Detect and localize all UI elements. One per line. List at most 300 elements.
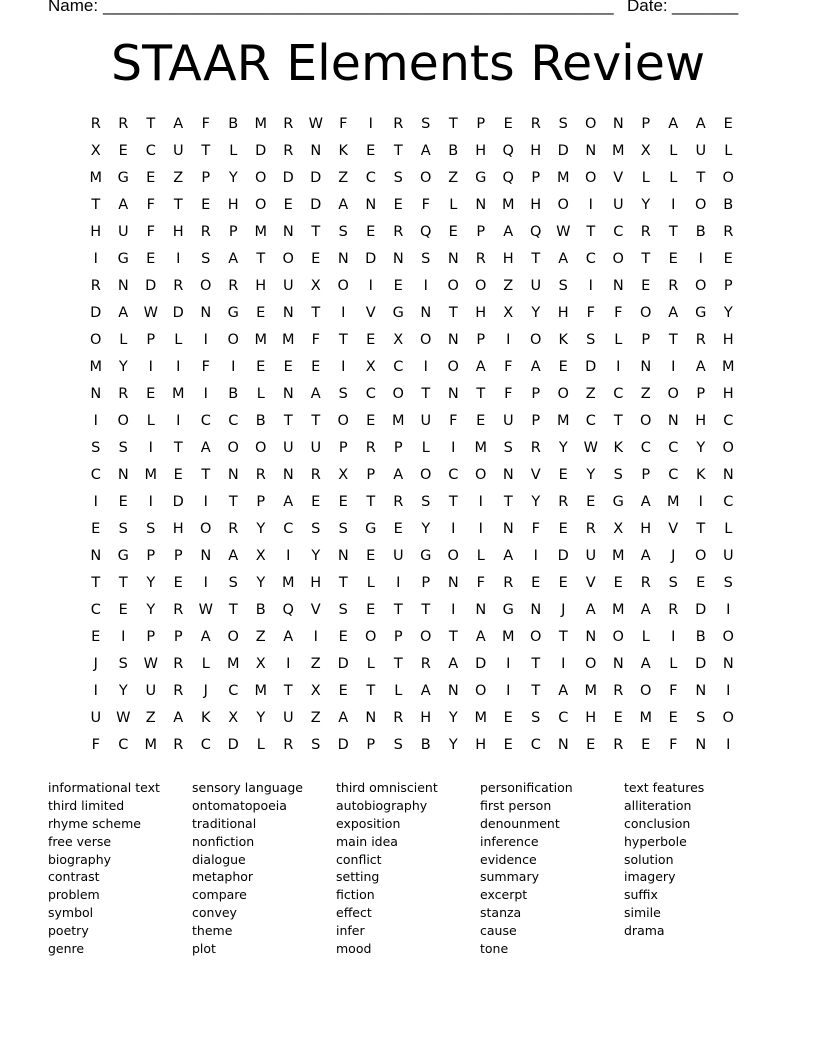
grid-letter: Z <box>310 656 321 672</box>
grid-letter: P <box>393 440 403 456</box>
grid-letter: K <box>338 143 348 159</box>
grid-letter: U <box>172 143 184 159</box>
grid-letter: C <box>640 440 651 456</box>
grid-letter: E <box>558 575 568 591</box>
grid-letter: R <box>173 602 184 618</box>
word-list-item: stanza <box>480 905 522 921</box>
grid-letter: I <box>148 440 153 456</box>
grid-letter: H <box>172 224 184 240</box>
grid-letter: E <box>613 710 623 726</box>
grid-letter: A <box>475 629 486 645</box>
grid-letter: O <box>695 197 707 213</box>
grid-letter: S <box>311 521 321 537</box>
grid-row <box>82 114 742 141</box>
grid-letter: J <box>93 656 98 672</box>
grid-letter: E <box>448 224 458 240</box>
grid-letter: L <box>614 332 623 348</box>
grid-letter: R <box>173 737 184 753</box>
grid-letter: B <box>255 413 266 429</box>
word-column <box>480 780 624 959</box>
grid-letter: O <box>365 629 377 645</box>
grid-letter: O <box>475 467 487 483</box>
grid-letter: S <box>723 575 733 591</box>
grid-letter: G <box>502 602 514 618</box>
word-list-item: drama <box>624 923 665 939</box>
grid-letter: T <box>421 602 431 618</box>
grid-row <box>82 600 742 627</box>
grid-letter: F <box>421 197 430 213</box>
grid-letter: M <box>281 332 295 348</box>
grid-letter: S <box>338 386 348 402</box>
grid-letter: W <box>556 224 571 240</box>
grid-letter: Q <box>420 224 432 240</box>
date-label: Date: <box>627 0 668 15</box>
grid-letter: P <box>723 278 733 294</box>
page-title: STAAR Elements Review <box>110 35 706 92</box>
word-list-item: metaphor <box>192 869 254 885</box>
grid-letter: P <box>696 386 706 402</box>
grid-letter: H <box>255 278 267 294</box>
grid-letter: I <box>726 737 731 753</box>
grid-letter: I <box>176 251 181 267</box>
grid-letter: L <box>394 683 403 699</box>
grid-letter: U <box>282 278 294 294</box>
grid-letter: O <box>90 332 102 348</box>
grid-letter: R <box>393 494 404 510</box>
grid-letter: R <box>173 278 184 294</box>
grid-letter: I <box>423 359 428 375</box>
grid-letter: N <box>90 548 102 564</box>
grid-letter: Q <box>282 602 294 618</box>
grid-letter: I <box>533 548 538 564</box>
word-list-item: summary <box>480 869 539 885</box>
word-list-item: third omniscient <box>336 780 438 795</box>
grid-letter: A <box>448 656 459 672</box>
grid-letter: S <box>338 224 348 240</box>
grid-letter: C <box>200 413 211 429</box>
grid-letter: F <box>614 305 623 321</box>
grid-letter: R <box>475 251 486 267</box>
grid-letter: D <box>282 170 294 186</box>
grid-row <box>82 249 742 276</box>
word-list-item: genre <box>48 941 85 957</box>
grid-letter: R <box>283 116 294 132</box>
grid-letter: E <box>311 494 321 510</box>
grid-letter: R <box>283 737 294 753</box>
grid-letter: T <box>311 305 321 321</box>
grid-row <box>82 168 742 195</box>
grid-letter: D <box>90 305 102 321</box>
grid-letter: G <box>365 521 377 537</box>
grid-letter: D <box>337 656 349 672</box>
grid-letter: I <box>176 359 181 375</box>
grid-letter: O <box>420 629 432 645</box>
grid-letter: I <box>148 359 153 375</box>
grid-letter: N <box>90 386 102 402</box>
grid-letter: O <box>447 359 459 375</box>
word-list-item: setting <box>336 869 380 885</box>
grid-letter: G <box>117 170 129 186</box>
word-list-item: inference <box>480 833 539 849</box>
word-list <box>48 780 788 959</box>
grid-letter: I <box>451 440 456 456</box>
grid-letter: E <box>173 575 183 591</box>
grid-letter: U <box>530 278 542 294</box>
grid-letter: A <box>503 548 514 564</box>
word-list-item: sensory language <box>192 780 303 795</box>
grid-letter: M <box>556 413 570 429</box>
grid-letter: R <box>558 494 569 510</box>
grid-letter: I <box>93 251 98 267</box>
grid-letter: O <box>337 278 349 294</box>
grid-letter: H <box>502 251 514 267</box>
grid-letter: L <box>256 737 265 753</box>
grid-letter: E <box>641 278 651 294</box>
grid-letter: G <box>475 170 487 186</box>
grid-letter: S <box>118 440 128 456</box>
grid-letter: Y <box>448 710 458 726</box>
grid-letter: Y <box>586 467 596 483</box>
grid-letter: Y <box>146 575 156 591</box>
word-list-item: imagery <box>624 869 676 885</box>
grid-letter: P <box>146 332 156 348</box>
grid-letter: P <box>256 494 266 510</box>
word-list-item: denounment <box>480 815 560 831</box>
grid-row <box>82 276 742 303</box>
grid-letter: U <box>90 710 102 726</box>
grid-letter: W <box>308 116 323 132</box>
grid-letter: P <box>476 332 486 348</box>
grid-letter: P <box>641 116 651 132</box>
grid-letter: G <box>695 305 707 321</box>
grid-letter: N <box>722 656 734 672</box>
grid-letter: A <box>173 710 184 726</box>
grid-letter: T <box>118 575 128 591</box>
grid-letter: N <box>282 305 294 321</box>
grid-letter: R <box>503 575 514 591</box>
grid-letter: O <box>612 629 624 645</box>
grid-letter: H <box>557 305 569 321</box>
word-column <box>192 780 336 959</box>
word-list-item: alliteration <box>624 797 692 813</box>
grid-letter: Y <box>146 602 156 618</box>
grid-letter: U <box>420 413 432 429</box>
grid-letter: O <box>530 332 542 348</box>
grid-letter: A <box>228 548 239 564</box>
grid-letter: K <box>200 710 211 726</box>
grid-letter: R <box>393 116 404 132</box>
grid-letter: E <box>256 359 266 375</box>
grid-letter: C <box>283 521 294 537</box>
grid-letter: E <box>201 197 211 213</box>
grid-letter: Z <box>310 710 321 726</box>
grid-letter: N <box>502 467 514 483</box>
word-list-item: suffix <box>624 887 658 903</box>
grid-letter: M <box>171 386 185 402</box>
grid-letter: U <box>310 440 322 456</box>
grid-letter: Z <box>640 386 651 402</box>
grid-letter: V <box>585 575 596 591</box>
grid-letter: F <box>504 386 513 402</box>
grid-letter: E <box>531 575 541 591</box>
word-list-item: autobiography <box>336 797 428 813</box>
grid-letter: C <box>228 413 239 429</box>
word-list-item: mood <box>336 941 372 957</box>
grid-letter: R <box>585 521 596 537</box>
grid-letter: P <box>393 629 403 645</box>
grid-letter: C <box>200 737 211 753</box>
grid-letter: L <box>421 440 430 456</box>
grid-letter: H <box>530 197 542 213</box>
grid-letter: G <box>392 305 404 321</box>
grid-letter: R <box>640 575 651 591</box>
grid-letter: O <box>722 170 734 186</box>
grid-letter: B <box>420 737 431 753</box>
grid-letter: E <box>476 413 486 429</box>
grid-letter: N <box>420 305 432 321</box>
grid-letter: S <box>613 467 623 483</box>
grid-letter: Z <box>448 170 459 186</box>
grid-letter: M <box>474 440 487 456</box>
grid-letter: O <box>392 386 404 402</box>
grid-letter: E <box>696 575 706 591</box>
grid-letter: R <box>723 224 734 240</box>
grid-letter: E <box>366 413 376 429</box>
grid-letter: C <box>365 170 376 186</box>
grid-letter: A <box>668 305 679 321</box>
grid-letter: C <box>668 467 679 483</box>
grid-letter: O <box>475 278 487 294</box>
grid-letter: T <box>393 602 403 618</box>
grid-letter: F <box>504 359 513 375</box>
grid-letter: T <box>586 224 596 240</box>
grid-letter: T <box>173 197 183 213</box>
grid-letter: I <box>203 332 208 348</box>
grid-letter: N <box>365 197 377 213</box>
word-list-item: cause <box>480 923 517 939</box>
word-list-item: personification <box>480 780 573 795</box>
grid-letter: I <box>93 494 98 510</box>
grid-letter: F <box>201 359 210 375</box>
grid-letter: R <box>668 602 679 618</box>
grid-letter: N <box>200 548 212 564</box>
grid-letter: G <box>420 548 432 564</box>
grid-letter: Y <box>256 710 266 726</box>
grid-letter: T <box>256 251 266 267</box>
grid-letter: T <box>338 575 348 591</box>
grid-letter: N <box>475 197 487 213</box>
grid-letter: R <box>420 656 431 672</box>
grid-letter: T <box>558 629 568 645</box>
word-list-item: free verse <box>48 833 112 849</box>
grid-letter: S <box>91 440 101 456</box>
grid-letter: E <box>503 737 513 753</box>
grid-letter: C <box>228 683 239 699</box>
grid-letter: T <box>448 305 458 321</box>
grid-letter: D <box>585 359 597 375</box>
grid-letter: Y <box>256 575 266 591</box>
word-column <box>48 780 192 959</box>
grid-letter: T <box>228 602 238 618</box>
grid-letter: Y <box>421 521 431 537</box>
grid-letter: M <box>254 332 267 348</box>
grid-letter: N <box>695 683 707 699</box>
grid-letter: S <box>393 170 403 186</box>
grid-letter: T <box>366 683 376 699</box>
grid-letter: I <box>698 494 703 510</box>
grid-row <box>82 735 742 762</box>
grid-letter: I <box>286 548 291 564</box>
grid-letter: N <box>557 737 569 753</box>
grid-letter: F <box>531 521 540 537</box>
grid-letter: E <box>668 710 678 726</box>
word-list-item: ontomatopoeia <box>192 797 287 813</box>
grid-letter: N <box>530 602 542 618</box>
grid-letter: N <box>447 251 459 267</box>
grid-letter: L <box>174 332 183 348</box>
grid-letter: E <box>668 251 678 267</box>
grid-letter: C <box>448 467 459 483</box>
grid-letter: K <box>558 332 568 348</box>
grid-letter: L <box>641 170 650 186</box>
grid-letter: M <box>254 224 267 240</box>
grid-letter: B <box>695 224 706 240</box>
grid-letter: S <box>421 251 431 267</box>
grid-letter: O <box>282 251 294 267</box>
grid-letter: U <box>695 143 707 159</box>
grid-letter: H <box>695 413 707 429</box>
word-list-item: conflict <box>336 851 382 867</box>
grid-letter: N <box>117 278 129 294</box>
grid-letter: B <box>255 602 266 618</box>
grid-letter: E <box>91 629 101 645</box>
grid-letter: C <box>585 251 596 267</box>
grid-letter: M <box>254 683 267 699</box>
grid-letter: V <box>365 305 376 321</box>
grid-letter: T <box>201 467 211 483</box>
grid-letter: V <box>530 467 541 483</box>
grid-letter: D <box>172 494 184 510</box>
grid-letter: I <box>616 359 621 375</box>
grid-letter: Q <box>502 170 514 186</box>
word-list-item: poetry <box>48 923 89 939</box>
grid-letter: C <box>365 386 376 402</box>
grid-letter: A <box>310 386 321 402</box>
grid-letter: N <box>475 602 487 618</box>
grid-letter: R <box>255 467 266 483</box>
grid-letter: O <box>640 413 652 429</box>
grid-letter: E <box>586 737 596 753</box>
word-list-item: traditional <box>192 815 257 831</box>
grid-letter: A <box>420 683 431 699</box>
grid-letter: F <box>586 305 595 321</box>
grid-letter: T <box>91 197 101 213</box>
grid-letter: C <box>90 602 101 618</box>
grid-letter: D <box>475 656 487 672</box>
grid-letter: E <box>641 737 651 753</box>
grid-letter: O <box>695 548 707 564</box>
grid-letter: H <box>172 521 184 537</box>
grid-letter: O <box>722 710 734 726</box>
grid-letter: P <box>531 413 541 429</box>
grid-letter: Y <box>558 440 568 456</box>
grid-letter: D <box>695 602 707 618</box>
grid-letter: S <box>421 116 431 132</box>
grid-letter: T <box>228 494 238 510</box>
grid-letter: T <box>696 170 706 186</box>
grid-letter: O <box>557 386 569 402</box>
grid-letter: M <box>144 467 157 483</box>
grid-letter: M <box>611 602 625 618</box>
grid-letter: A <box>558 251 569 267</box>
grid-letter: A <box>118 197 129 213</box>
grid-letter: C <box>558 710 569 726</box>
word-list-item: compare <box>192 887 247 903</box>
grid-letter: N <box>585 143 597 159</box>
grid-letter: M <box>226 656 240 672</box>
grid-letter: F <box>669 737 678 753</box>
grid-letter: R <box>530 440 541 456</box>
grid-letter: A <box>668 116 679 132</box>
grid-letter: P <box>366 467 376 483</box>
grid-letter: D <box>365 251 377 267</box>
grid-letter: P <box>146 629 156 645</box>
grid-letter: T <box>393 143 403 159</box>
grid-letter: E <box>503 116 513 132</box>
grid-letter: N <box>447 332 459 348</box>
word-list-item: biography <box>48 851 112 867</box>
grid-row <box>82 411 742 438</box>
grid-letter: O <box>255 170 267 186</box>
grid-letter: S <box>146 521 156 537</box>
word-list-item: rhyme scheme <box>48 815 141 831</box>
grid-letter: D <box>557 548 569 564</box>
grid-letter: B <box>695 629 706 645</box>
grid-letter: O <box>557 197 569 213</box>
word-list-item: first person <box>480 797 552 813</box>
grid-letter: C <box>145 143 156 159</box>
grid-letter: G <box>117 251 129 267</box>
date-blank-line: _______ <box>672 0 739 15</box>
grid-letter: I <box>671 359 676 375</box>
grid-letter: T <box>531 251 541 267</box>
grid-letter: I <box>506 332 511 348</box>
grid-letter: R <box>668 278 679 294</box>
grid-letter: O <box>585 656 597 672</box>
grid-letter: I <box>176 413 181 429</box>
grid-letter: Y <box>228 170 238 186</box>
grid-letter: S <box>421 494 431 510</box>
grid-letter: W <box>143 305 158 321</box>
grid-letter: G <box>227 305 239 321</box>
grid-letter: T <box>311 224 321 240</box>
grid-letter: M <box>254 116 267 132</box>
grid-letter: S <box>558 116 568 132</box>
grid-letter: I <box>451 602 456 618</box>
grid-letter: A <box>393 467 404 483</box>
grid-letter: E <box>283 197 293 213</box>
grid-letter: I <box>203 575 208 591</box>
word-list-item: problem <box>48 887 100 903</box>
grid-letter: V <box>310 602 321 618</box>
grid-letter: F <box>311 332 320 348</box>
grid-letter: D <box>310 170 322 186</box>
grid-letter: R <box>90 116 101 132</box>
grid-letter: S <box>228 575 238 591</box>
grid-letter: R <box>283 143 294 159</box>
grid-letter: U <box>282 710 294 726</box>
grid-letter: T <box>668 332 678 348</box>
